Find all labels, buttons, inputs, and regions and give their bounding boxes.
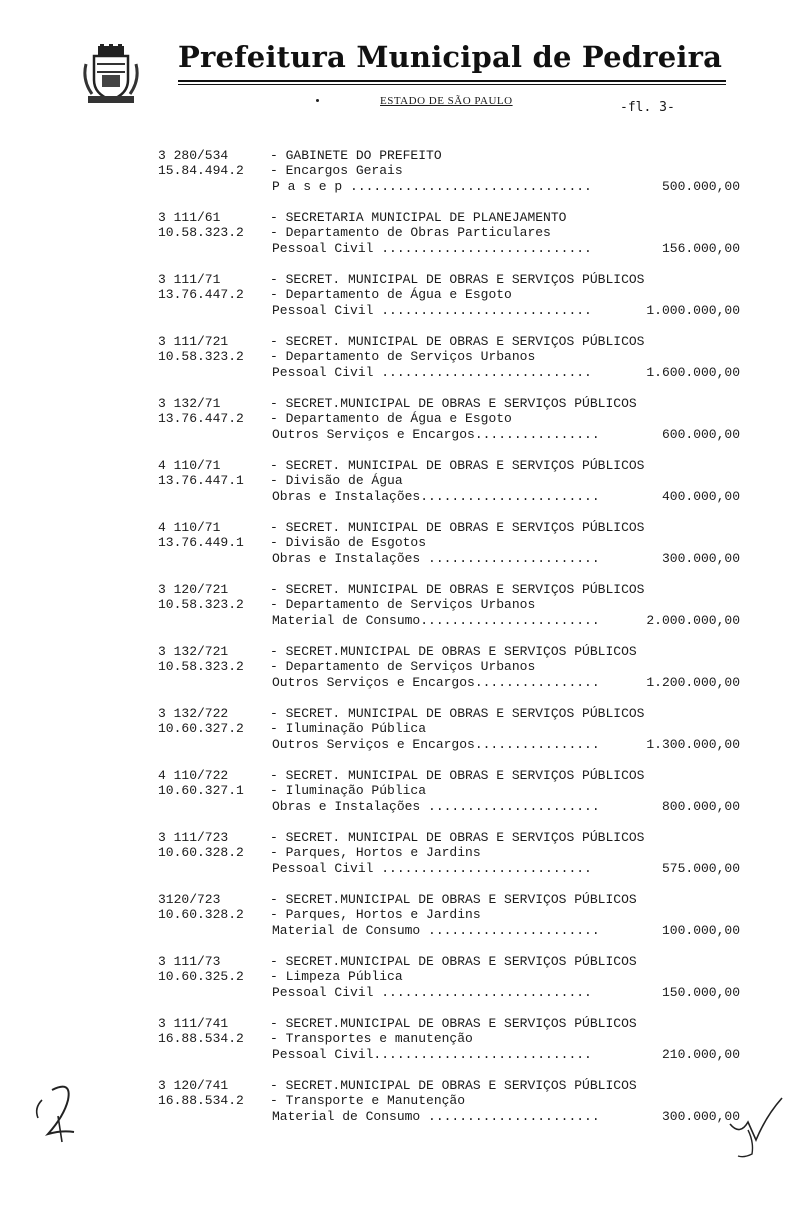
entry-unit: Parques, Hortos e Jardins [285,907,481,922]
entry-description: Material de Consumo ...................... [272,1109,600,1124]
budget-entries-list [158,148,758,1140]
entry-dash: - [270,706,286,721]
entry-description: P a s e p ............................... [272,179,592,194]
budget-entry [158,954,758,1016]
entry-unit: Parques, Hortos e Jardins [285,845,481,860]
entry-dash: - [270,644,286,659]
entry-functional-code: 13.76.449.1 [158,535,244,550]
entry-description: Outros Serviços e Encargos................ [272,427,600,442]
entry-unit: Iluminação Pública [285,783,427,798]
entry-dash: - [270,954,286,969]
entry-amount: 2.000.000,00 [646,613,740,628]
budget-entry [158,520,758,582]
entry-functional-code: 10.58.323.2 [158,597,244,612]
entry-functional-code: 13.76.447.2 [158,287,244,302]
signature-icon [726,1096,786,1166]
budget-entry [158,1078,758,1140]
entry-amount: 1.600.000,00 [646,365,740,380]
entry-unit: Limpeza Pública [285,969,403,984]
entry-description: Pessoal Civil ........................... [272,241,592,256]
entry-unit: Departamento de Água e Esgoto [285,411,512,426]
entry-code: 4 110/71 [158,458,221,473]
entry-dash: - [270,845,286,860]
entry-dash: - [270,272,286,287]
entry-dash: - [270,396,286,411]
entry-dash: - [270,148,286,163]
budget-entry [158,396,758,458]
entry-dash: - [270,1031,286,1046]
entry-department: SECRET. MUNICIPAL DE OBRAS E SERVIÇOS PÚBLICOS [285,830,645,845]
entry-dash: - [270,458,286,473]
entry-dash: - [270,783,286,798]
entry-unit: Encargos Gerais [285,163,403,178]
entry-dash: - [270,1016,286,1031]
entry-code: 3 111/73 [158,954,221,969]
entry-code: 3 111/721 [158,334,229,349]
entry-dash: - [270,768,286,783]
entry-functional-code: 15.84.494.2 [158,163,244,178]
entry-amount: 150.000,00 [661,985,740,1000]
entry-unit: Departamento de Obras Particulares [285,225,551,240]
entry-department: SECRET.MUNICIPAL DE OBRAS E SERVIÇOS PÚBLICOS [285,1016,637,1031]
entry-amount: 300.000,00 [661,551,740,566]
entry-unit: Departamento de Serviços Urbanos [285,349,536,364]
folio-number: -fl. 3- [620,100,675,115]
budget-entry [158,706,758,768]
entry-department: SECRET.MUNICIPAL DE OBRAS E SERVIÇOS PÚBLICOS [285,954,637,969]
entry-amount: 400.000,00 [661,489,740,504]
entry-department: SECRET. MUNICIPAL DE OBRAS E SERVIÇOS PÚBLICOS [285,334,645,349]
budget-entry [158,458,758,520]
entry-unit: Transporte e Manutenção [285,1093,466,1108]
entry-amount: 300.000,00 [661,1109,740,1124]
entry-department: SECRET. MUNICIPAL DE OBRAS E SERVIÇOS PÚBLICOS [285,582,645,597]
entry-dash: - [270,659,286,674]
entry-unit: Iluminação Pública [285,721,427,736]
entry-description: Pessoal Civil ........................... [272,303,592,318]
entry-code: 3 280/534 [158,148,229,163]
budget-entry [158,210,758,272]
budget-entry [158,892,758,954]
entry-department: SECRET. MUNICIPAL DE OBRAS E SERVIÇOS PÚBLICOS [285,520,645,535]
budget-entry [158,272,758,334]
entry-code: 3 132/71 [158,396,221,411]
municipal-crest-icon [82,44,140,106]
entry-unit: Divisão de Água [285,473,403,488]
entry-description: Outros Serviços e Encargos................ [272,737,600,752]
entry-department: SECRET. MUNICIPAL DE OBRAS E SERVIÇOS PÚBLICOS [285,706,645,721]
entry-functional-code: 13.76.447.2 [158,411,244,426]
entry-department: GABINETE DO PREFEITO [285,148,442,163]
entry-dash: - [270,520,286,535]
entry-amount: 600.000,00 [661,427,740,442]
budget-entry [158,582,758,644]
entry-description: Pessoal Civil............................ [272,1047,592,1062]
entry-amount: 100.000,00 [661,923,740,938]
entry-dash: - [270,830,286,845]
entry-description: Obras e Instalações ...................... [272,551,600,566]
entry-description: Pessoal Civil ........................... [272,861,592,876]
entry-dash: - [270,969,286,984]
entry-amount: 156.000,00 [661,241,740,256]
entry-dash: - [270,1078,286,1093]
entry-description: Pessoal Civil ........................... [272,365,592,380]
entry-department: SECRET.MUNICIPAL DE OBRAS E SERVIÇOS PÚBLICOS [285,644,637,659]
entry-dash: - [270,225,286,240]
entry-functional-code: 10.60.328.2 [158,845,244,860]
entry-dash: - [270,349,286,364]
entry-code: 3 111/741 [158,1016,229,1031]
entry-department: SECRET. MUNICIPAL DE OBRAS E SERVIÇOS PÚBLICOS [285,272,645,287]
entry-dash: - [270,334,286,349]
entry-dash: - [270,287,286,302]
entry-dash: - [270,907,286,922]
budget-entry [158,148,758,210]
entry-dash: - [270,721,286,736]
entry-dash: - [270,473,286,488]
entry-description: Obras e Instalações....................... [272,489,600,504]
entry-dash: - [270,210,286,225]
budget-entry [158,334,758,396]
entry-description: Obras e Instalações ...................... [272,799,600,814]
entry-code: 3 120/741 [158,1078,229,1093]
entry-functional-code: 10.60.325.2 [158,969,244,984]
entry-functional-code: 10.58.323.2 [158,659,244,674]
handwritten-margin-mark-icon [28,1076,86,1146]
entry-amount: 1.200.000,00 [646,675,740,690]
entry-department: SECRET.MUNICIPAL DE OBRAS E SERVIÇOS PÚBLICOS [285,1078,637,1093]
entry-functional-code: 10.60.327.2 [158,721,244,736]
entry-functional-code: 16.88.534.2 [158,1031,244,1046]
header-rule [178,80,726,82]
entry-functional-code: 16.88.534.2 [158,1093,244,1108]
entry-amount: 210.000,00 [661,1047,740,1062]
entry-dash: - [270,582,286,597]
entry-unit: Departamento de Água e Esgoto [285,287,512,302]
entry-code: 3 132/722 [158,706,229,721]
entry-department: SECRET.MUNICIPAL DE OBRAS E SERVIÇOS PÚBLICOS [285,396,637,411]
entry-code: 4 110/722 [158,768,229,783]
stray-dot [316,99,319,102]
entry-amount: 575.000,00 [661,861,740,876]
entry-dash: - [270,892,286,907]
entry-unit: Departamento de Serviços Urbanos [285,659,536,674]
entry-dash: - [270,1093,286,1108]
entry-functional-code: 10.58.323.2 [158,349,244,364]
entry-unit: Transportes e manutenção [285,1031,473,1046]
header-rule-thin [178,84,726,85]
entry-code: 3 111/723 [158,830,229,845]
entry-description: Pessoal Civil ........................... [272,985,592,1000]
budget-entry [158,1016,758,1078]
entry-code: 4 110/71 [158,520,221,535]
entry-department: SECRET.MUNICIPAL DE OBRAS E SERVIÇOS PÚBLICOS [285,892,637,907]
state-subtitle: ESTADO DE SÃO PAULO [380,95,513,107]
entry-dash: - [270,535,286,550]
entry-code: 3 111/71 [158,272,221,287]
entry-amount: 1.000.000,00 [646,303,740,318]
entry-code: 3120/723 [158,892,221,907]
entry-functional-code: 13.76.447.1 [158,473,244,488]
entry-description: Material de Consumo ...................... [272,923,600,938]
budget-entry [158,644,758,706]
entry-department: SECRETARIA MUNICIPAL DE PLANEJAMENTO [285,210,567,225]
entry-functional-code: 10.60.327.1 [158,783,244,798]
page-title: Prefeitura Municipal de Pedreira [178,40,723,74]
entry-amount: 800.000,00 [661,799,740,814]
budget-entry [158,830,758,892]
budget-entry [158,768,758,830]
entry-functional-code: 10.58.323.2 [158,225,244,240]
entry-description: Material de Consumo....................... [272,613,600,628]
entry-unit: Divisão de Esgotos [285,535,427,550]
entry-dash: - [270,411,286,426]
entry-functional-code: 10.60.328.2 [158,907,244,922]
entry-code: 3 111/61 [158,210,221,225]
entry-dash: - [270,163,286,178]
entry-department: SECRET. MUNICIPAL DE OBRAS E SERVIÇOS PÚBLICOS [285,768,645,783]
entry-department: SECRET. MUNICIPAL DE OBRAS E SERVIÇOS PÚBLICOS [285,458,645,473]
entry-code: 3 120/721 [158,582,229,597]
entry-code: 3 132/721 [158,644,229,659]
entry-amount: 1.300.000,00 [646,737,740,752]
entry-unit: Departamento de Serviços Urbanos [285,597,536,612]
entry-amount: 500.000,00 [661,179,740,194]
entry-dash: - [270,597,286,612]
entry-description: Outros Serviços e Encargos................ [272,675,600,690]
